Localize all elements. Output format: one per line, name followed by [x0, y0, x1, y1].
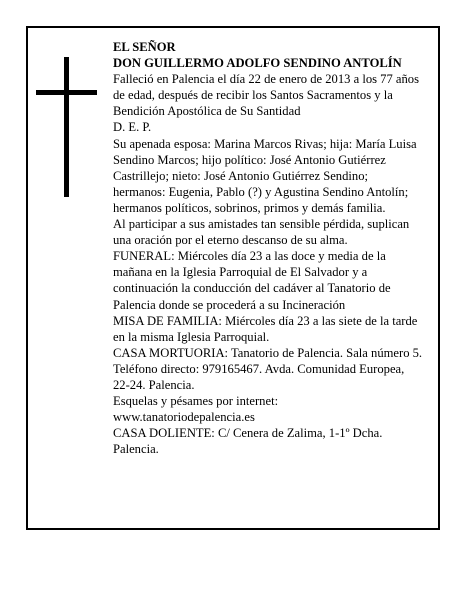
funeral-paragraph: FUNERAL: Miércoles día 23 a las doce y media de la mañana en la Iglesia Parroquial de El Salvador y a continuación la conducción del cadáver al Tanatorio de Palencia donde se procederá a su Incineración: [113, 249, 391, 312]
prayer-request-paragraph: Al participar a sus amistades tan sensible pérdida, suplican una oración por el eterno descanso de su alma.: [113, 217, 410, 248]
rip-line: D. E. P.: [113, 120, 152, 135]
internet-condolences-line: Esquelas y pésames por internet:: [113, 394, 279, 409]
website-link[interactable]: www.tanatoriodepalencia.es: [113, 410, 255, 425]
cross-horizontal-bar: [36, 90, 97, 95]
mortuary-paragraph: CASA MORTUORIA: Tanatorio de Palencia. Sala número 5. Teléfono directo: 979165467. Avda. Comunidad Europea, 22-24. Palencia.: [113, 345, 423, 392]
family-paragraph: Su apenada esposa: Marina Marcos Rivas; hija: María Luisa Sendino Marcos; hijo político: José Antonio Gutiérrez Castrillejo; nieto: José Antonio Gutiérrez Sendino; hermanos: Eugenia, Pablo (?) y Agustina Sendino Antolín; hermanos políticos, sobrinos, primos y demás familia.: [113, 136, 417, 215]
deceased-name: DON GUILLERMO ADOLFO SENDINO ANTOLÍN: [113, 56, 402, 71]
cross-vertical-bar: [64, 57, 69, 197]
obituary-content: [113, 39, 423, 457]
death-notice-paragraph: Falleció en Palencia el día 22 de enero de 2013 a los 77 años de edad, después de recibir los Santos Sacramentos y la Bendición Apostólica de Su Santidad: [113, 72, 420, 119]
family-mass-paragraph: MISA DE FAMILIA: Miércoles día 23 a las siete de la tarde en la misma Iglesia Parroquial.: [113, 313, 418, 344]
heading-title: EL SEÑOR: [113, 40, 176, 54]
grieving-home-paragraph: CASA DOLIENTE: C/ Cenera de Zalima, 1-1º Dcha. Palencia.: [113, 426, 383, 457]
